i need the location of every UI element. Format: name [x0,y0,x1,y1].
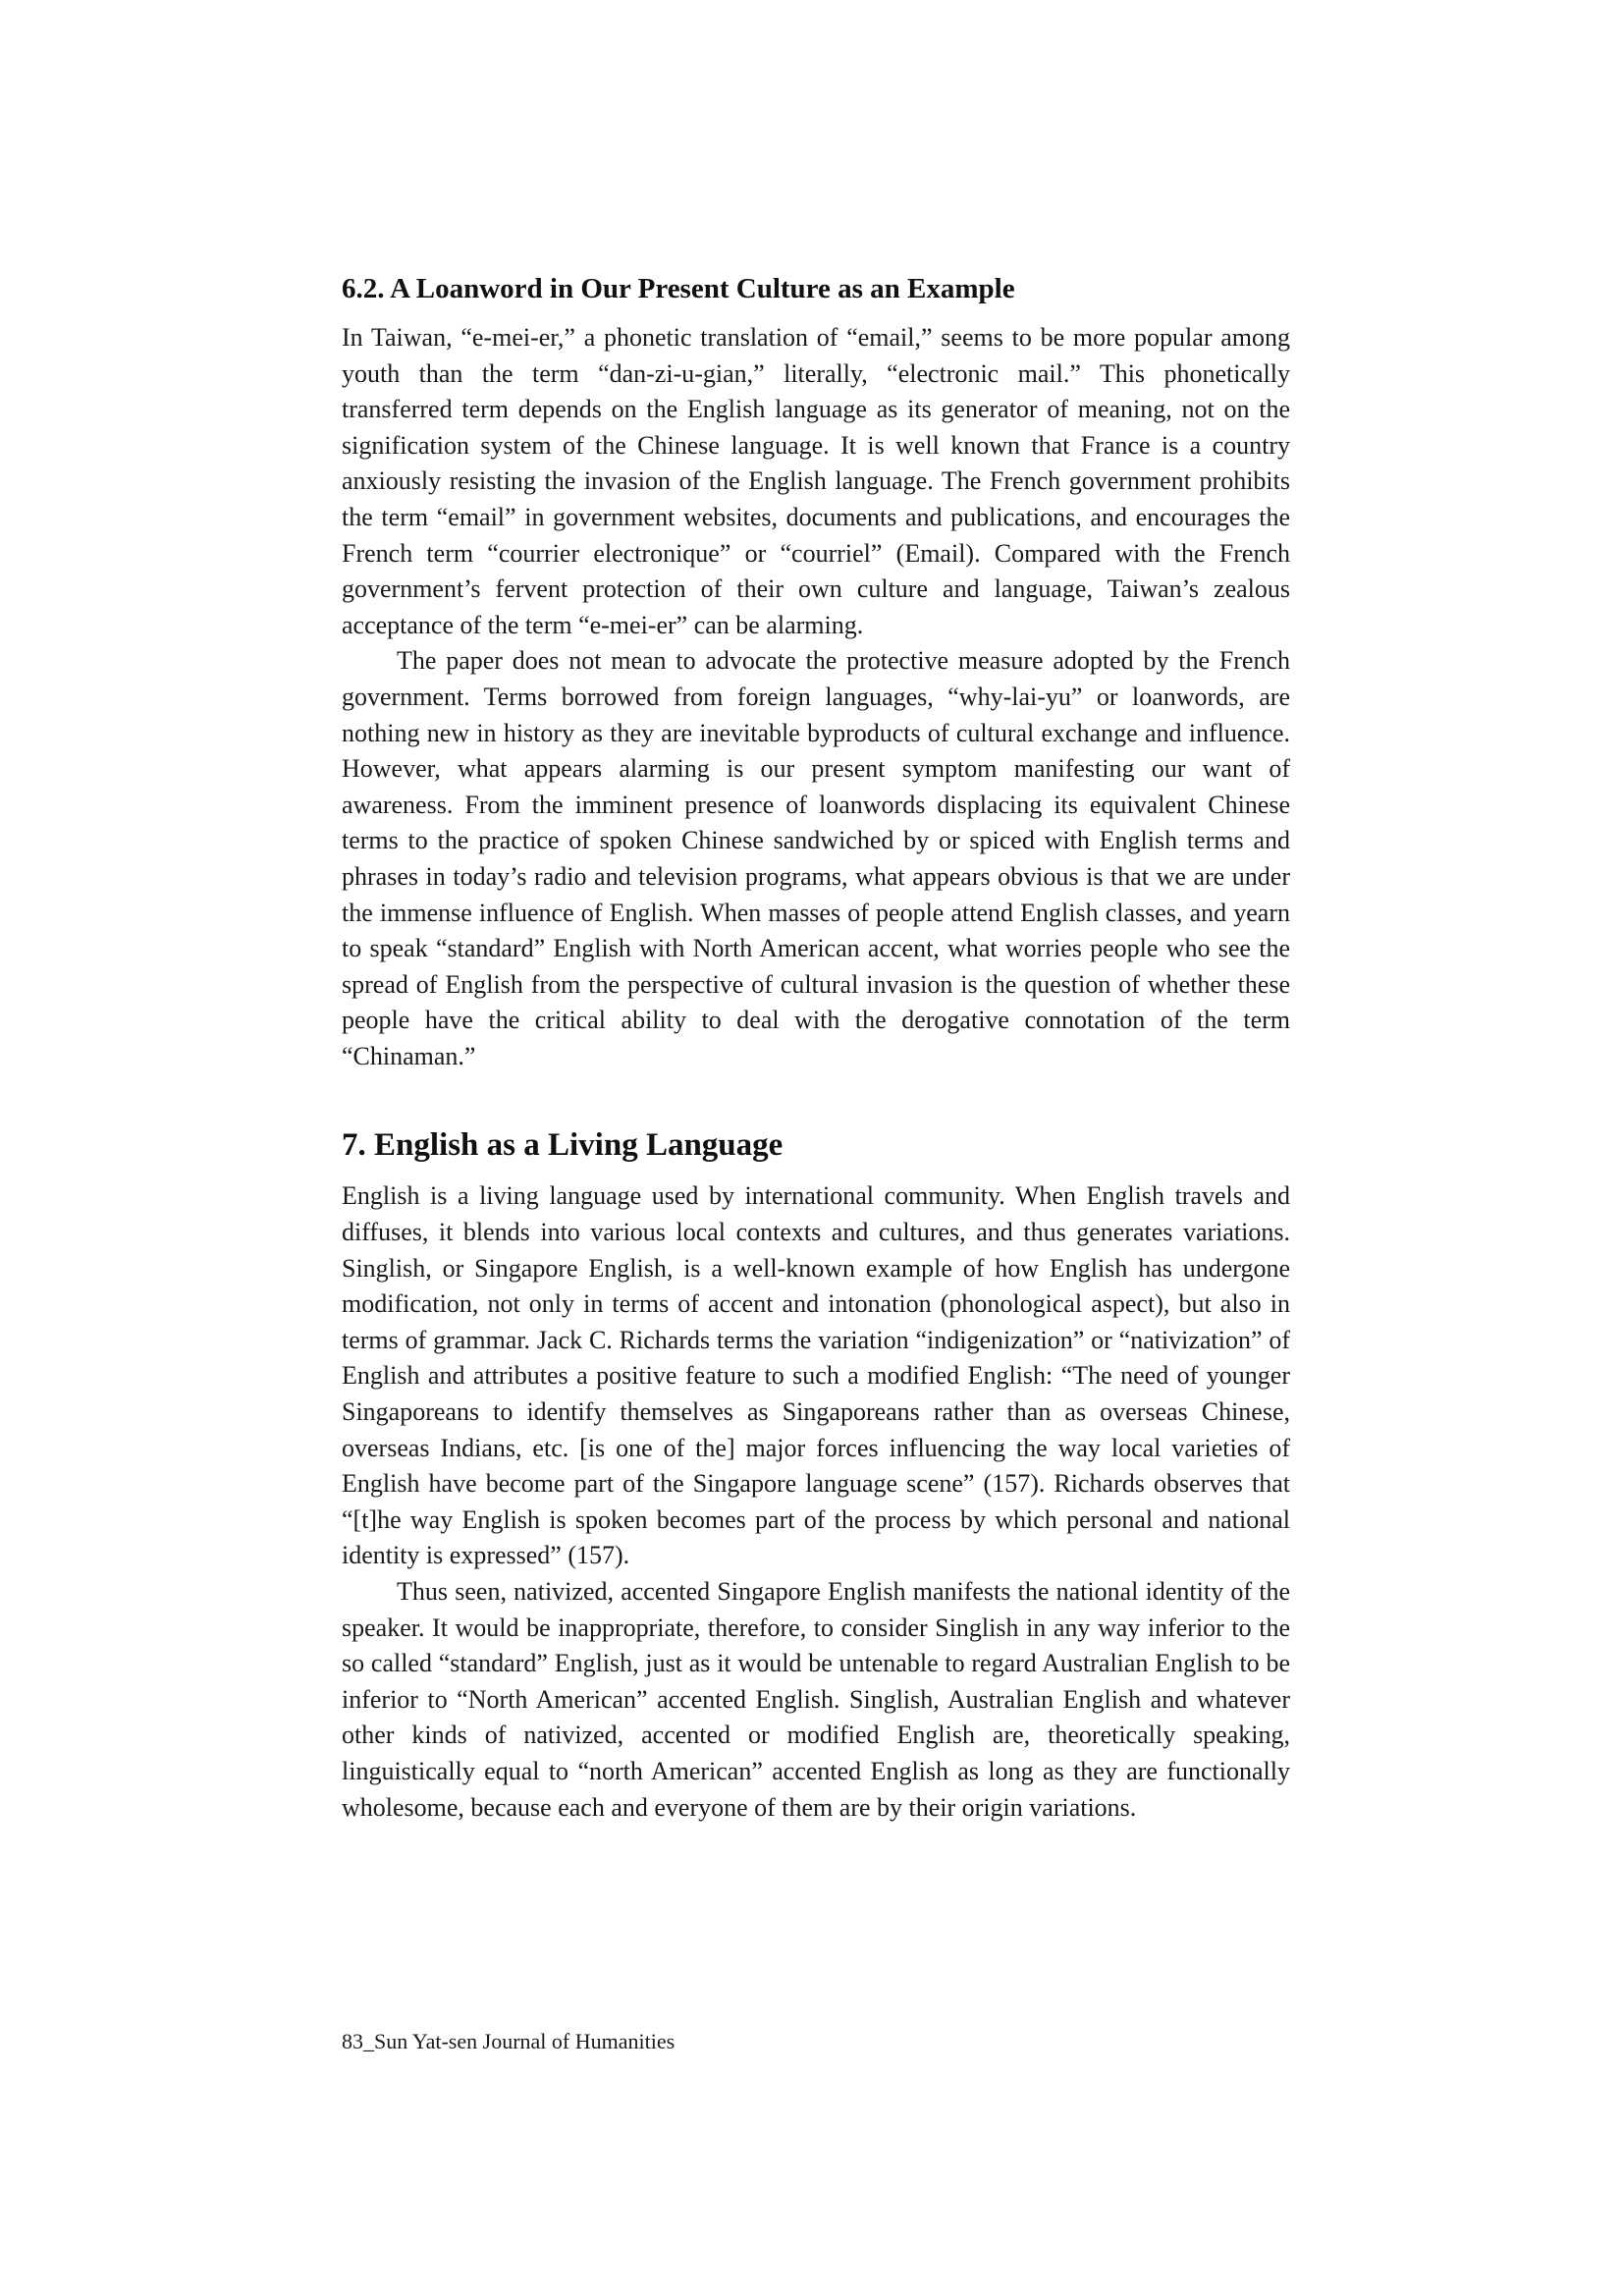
page-body [342,267,1290,1826]
section-7-heading: 7. English as a Living Language [342,1127,784,1164]
section-6-2-paragraph-1: In Taiwan, “e-mei-er,” a phonetic translation of “email,” seems to be more popular among youth than the term “dan-zi-u-gian,” literally, “electronic mail.” This phonetically transferred term depends on the English language as its generator of meaning, not on the signification system of the Chinese language. It is well known that France is a country anxiously resisting the invasion of the English language. The French government prohibits the term “email” in government websites, documents and publications, and encourages the French term “courrier electronique” or “courriel” (Email). Compared with the French government’s fervent protection of their own culture and language, Taiwan’s zealous acceptance of the term “e-mei-er” can be alarming. [342,323,1290,639]
section-6-2-heading: 6.2. A Loanword in Our Present Culture as an Example [342,273,1015,304]
section-7-paragraph-2: Thus seen, nativized, accented Singapore English manifests the national identity of the speaker. It would be inappropriate, therefore, to consider Singlish in any way inferior to the so called “standard” English, just as it would be untenable to regard Australian English to be inferior to “North American” accented English. Singlish, Australian English and whatever other kinds of nativized, accented or modified English are, theoretically speaking, linguistically equal to “north American” accented English as long as they are functionally wholesome, because each and everyone of them are by their origin variations. [342,1577,1290,1822]
section-7-paragraph-1: English is a living language used by international community. When English travels and diffuses, it blends into various local contexts and cultures, and thus generates variations. Singlish, or Singapore English, is a well-known example of how English has undergone modification, not only in terms of accent and intonation (phonological aspect), but also in terms of grammar. Jack C. Richards terms the variation “indigenization” or “nativization” of English and attributes a positive feature to such a modified English: “The need of younger Singaporeans to identify themselves as Singaporeans rather than as overseas Chinese, overseas Indians, etc. [is one of the] major forces influencing the way local varieties of English have become part of the Singapore language scene” (157). Richards observes that “[t]he way English is spoken becomes part of the process by which personal and national identity is expressed” (157). [342,1181,1290,1570]
section-6-2-paragraph-2: The paper does not mean to advocate the protective measure adopted by the French government. Terms borrowed from foreign languages, “why-lai-yu” or loanwords, are nothing new in history as they are inevitable byproducts of cultural exchange and influence. However, what appears alarming is our present symptom manifesting our want of awareness. From the imminent presence of loanwords displacing its equivalent Chinese terms to the practice of spoken Chinese sandwiched by or spiced with English terms and phrases in today’s radio and television programs, what appears obvious is that we are under the immense influence of English. When masses of people attend English classes, and yearn to speak “standard” English with North American accent, what worries people who see the spread of English from the perspective of cultural invasion is the question of whether these people have the critical ability to deal with the derogative connotation of the term “Chinaman.” [342,646,1290,1070]
page-footer: 83_Sun Yat-sen Journal of Humanities [342,2029,676,2053]
